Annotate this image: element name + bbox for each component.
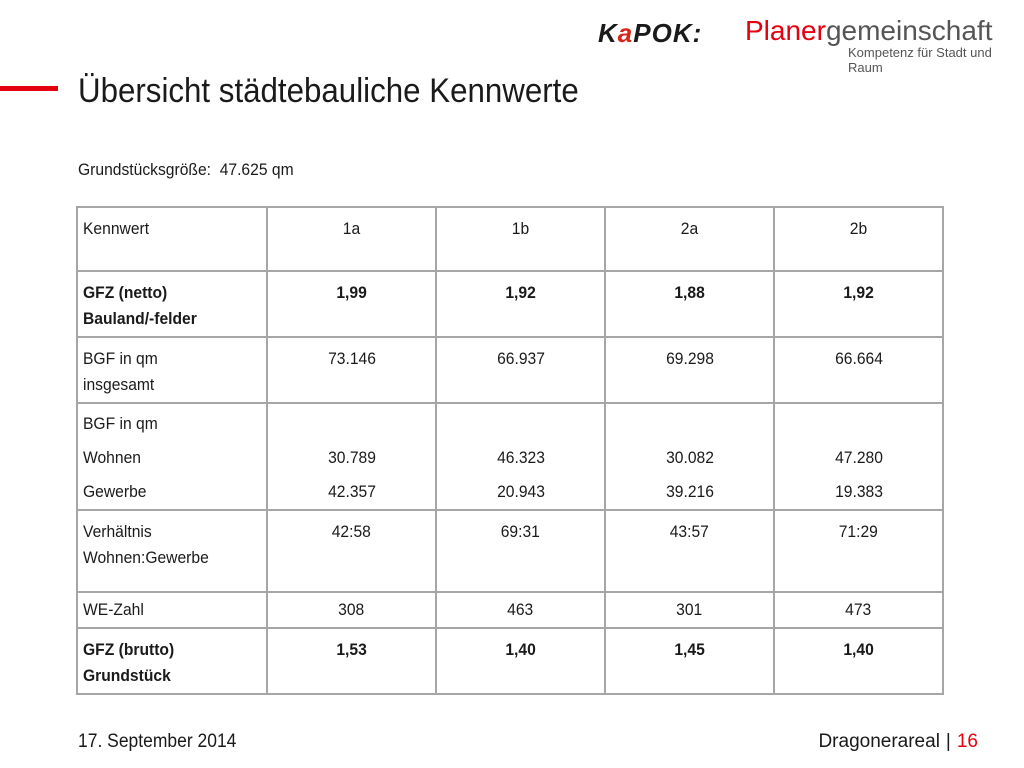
table-cell: 69.298: [605, 337, 774, 403]
row-label: Verhältnis Wohnen:Gewerbe: [77, 510, 267, 592]
table-row-ratio: [77, 510, 943, 592]
kapok-logo: KaPOK:: [598, 18, 703, 48]
table-cell: 1,53: [267, 628, 436, 694]
table-row-gfz-brutto: [77, 628, 943, 694]
header-cell: 1b: [436, 207, 605, 271]
row-label: WE-Zahl: [77, 592, 267, 628]
table-cell: 47.280 19.383: [774, 403, 943, 510]
table-cell: 30.789 42.357: [267, 403, 436, 510]
header-cell: 2a: [605, 207, 774, 271]
table-cell: 30.082 39.216: [605, 403, 774, 510]
planergemeinschaft-logo: [745, 16, 992, 46]
header-cell: 1a: [267, 207, 436, 271]
table-cell: 1,40: [774, 628, 943, 694]
plot-size-line: [78, 160, 294, 180]
footer-separator: |: [945, 731, 951, 752]
table-cell: 42:58: [267, 510, 436, 592]
table-cell: 71:29: [774, 510, 943, 592]
row-label: GFZ (brutto) Grundstück: [77, 628, 267, 694]
table-header-row: [77, 207, 943, 271]
plot-size-value: 47.625 qm: [219, 160, 294, 179]
accent-bar: [0, 86, 58, 91]
table-cell: 473: [774, 592, 943, 628]
table-row-bgf-total: [77, 337, 943, 403]
table-cell: 1,99: [267, 271, 436, 337]
table-cell: 463: [436, 592, 605, 628]
footer-date: 17. September 2014: [78, 731, 237, 752]
logo-planer-grey: gemeinschaft: [825, 15, 993, 46]
logo-tagline: Kompetenz für Stadt und Raum: [848, 45, 992, 75]
table-row-bgf-split: [77, 403, 943, 510]
row-label: BGF in qm insgesamt: [77, 337, 267, 403]
table-row-we-zahl: [77, 592, 943, 628]
table-cell: 66.937: [436, 337, 605, 403]
table-cell: 73.146: [267, 337, 436, 403]
table-cell: 1,92: [436, 271, 605, 337]
table-cell: 43:57: [605, 510, 774, 592]
table-cell: 66.664: [774, 337, 943, 403]
table-cell: 301: [605, 592, 774, 628]
table-row-gfz-netto: [77, 271, 943, 337]
table-cell: 46.323 20.943: [436, 403, 605, 510]
table-cell: 1,92: [774, 271, 943, 337]
table-cell: 1,45: [605, 628, 774, 694]
slide-title: Übersicht städtebauliche Kennwerte: [78, 72, 579, 110]
row-label: GFZ (netto) Bauland/-felder: [77, 271, 267, 337]
kennwerte-table: [76, 206, 944, 695]
header-cell: 2b: [774, 207, 943, 271]
row-label: BGF in qm Wohnen Gewerbe: [77, 403, 267, 510]
logo-planer-red: Planer: [745, 15, 826, 46]
table-cell: 308: [267, 592, 436, 628]
table-cell: 1,88: [605, 271, 774, 337]
plot-size-label: Grundstücksgröße:: [78, 160, 211, 179]
page-number: 16: [956, 731, 978, 752]
table-cell: 1,40: [436, 628, 605, 694]
table-cell: 69:31: [436, 510, 605, 592]
header-cell-label: Kennwert: [77, 207, 267, 271]
footer-project: Dragonerareal: [818, 731, 940, 752]
footer-project-page: [818, 731, 978, 753]
